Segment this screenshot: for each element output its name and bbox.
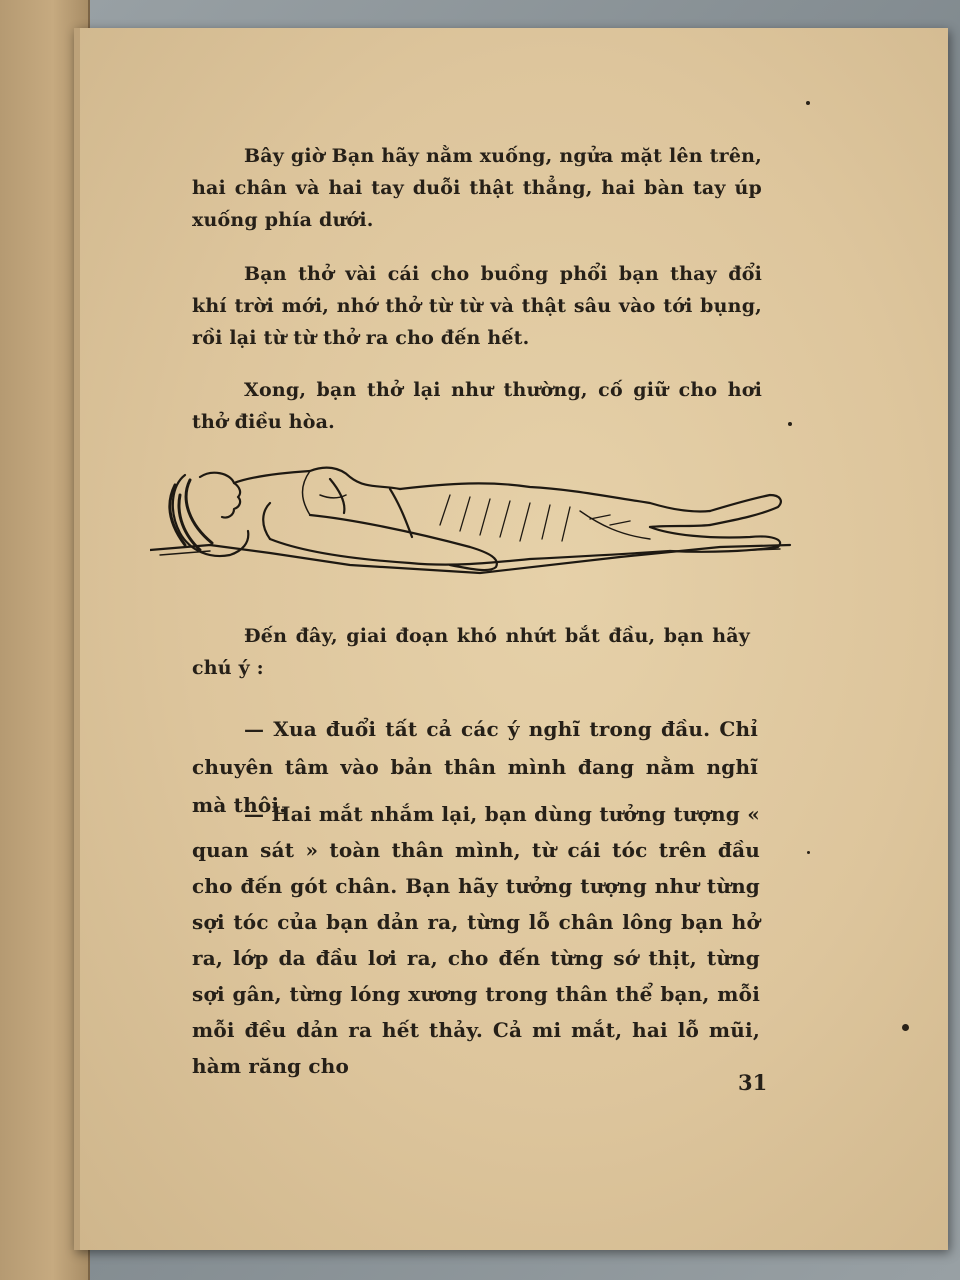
paper-speck xyxy=(788,422,792,426)
page-number: 31 xyxy=(738,1070,768,1095)
paragraph-lie-down: Bây giờ Bạn hãy nằm xuống, ngửa mặt lên trên, hai chân và hai tay duỗi thật thẳng, hai bàn tay úp xuống phía dưới. xyxy=(192,145,762,231)
paper-speck xyxy=(807,851,810,854)
paragraph-visualize-body: — Hai mắt nhắm lại, bạn dùng tưởng tượng « quan sát » toàn thân mình, từ cái tóc trên đầu cho đến gót chân. Bạn hãy tưởng tượng như từng sợi tóc của bạn dản ra, từng lỗ chân lông bạn hở ra, lớp da đầu lơi ra, cho đến từng sớ thịt, từng sợi gân, từng lóng xương trong thân thể bạn, mỗi mỗi đều dản ra hết thảy. Cả mi mắt, hai lỗ mũi, hàm răng cho xyxy=(192,802,760,1078)
paragraph-difficult-stage: Đến đây, giai đoạn khó nhứt bắt đầu, bạn hãy chú ý : xyxy=(192,625,750,679)
paper-speck xyxy=(806,101,810,105)
paragraph-breathe: Bạn thở vài cái cho buồng phổi bạn thay đổi khí trời mới, nhớ thở từ từ và thật sâu vào tới bụng, rồi lại từ từ thở ra cho đến hết. xyxy=(192,263,762,349)
reclining-figure-illustration xyxy=(150,455,800,585)
paragraph-normal-breath: Xong, bạn thở lại như thường, cố giữ cho hơi thở điều hòa. xyxy=(192,379,762,433)
paragraph-clear-mind: — Xua đuổi tất cả các ý nghĩ trong đầu. Chỉ chuyên tâm vào bản thân mình đang nằm nghĩ mà thôi. xyxy=(192,717,758,817)
paper-speck xyxy=(902,1024,909,1031)
